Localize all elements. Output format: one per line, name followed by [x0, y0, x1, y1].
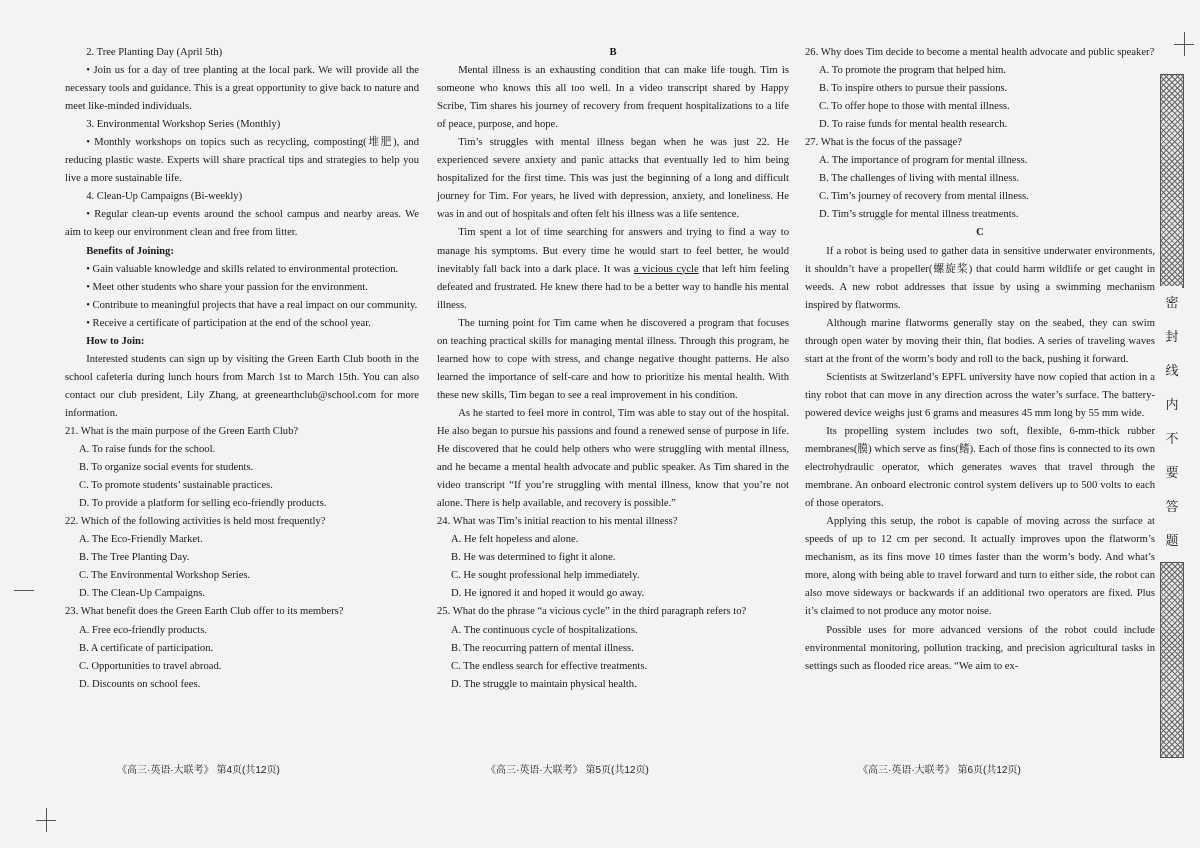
column-page-6: [805, 44, 1155, 676]
question-22: 22. Which of the following activities is held most frequently?: [65, 516, 326, 528]
option: B. To organize social events for students.: [79, 462, 254, 474]
margin-label-char: 密: [1165, 295, 1179, 310]
option: D. To raise funds for mental health research.: [819, 119, 1008, 131]
option: C. To offer hope to those with mental illness.: [819, 101, 1010, 113]
passage-c-paragraph: Possible uses for more advanced versions of the robot could include environmental monitoring, pollution tracking, and precision agricultural tasks in settings such as flooded rice areas. “We aim to ex-: [805, 624, 1155, 672]
option: C. Opportunities to travel abroad.: [79, 660, 222, 672]
margin-label-char: 封: [1165, 329, 1179, 344]
option: A. Free eco-friendly products.: [79, 624, 207, 636]
join-body: Interested students can sign up by visiting the Green Earth Club booth in the school cafeteria during lunch hours from March 1st to March 15th. You can also contact our club president, Lily Zhang, at greenearthclub@school.com for more information.: [65, 353, 419, 419]
option: D. He ignored it and hoped it would go away.: [451, 588, 645, 600]
benefit-item: • Gain valuable knowledge and skills related to environmental protection.: [86, 263, 399, 275]
workshop-body: • Monthly workshops on topics such as recycling, composting(堆肥), and reducing plastic waste. Experts will share practical tips and strategies to help you live a more sustainable life.: [65, 137, 419, 185]
binding-margin-pattern-bottom: [1160, 562, 1184, 758]
passage-c-paragraph: Scientists at Switzerland’s EPFL university have now copied that action in a tiny robot that can move in any direction across the water’s surface. The battery-powered device weighs just 6 grams and measures 45 mm long by 55 mm wide.: [805, 371, 1155, 419]
question-23: 23. What benefit does the Green Earth Club offer to its members?: [65, 606, 344, 618]
crop-mark: [36, 820, 56, 821]
question-25: 25. What do the phrase “a vicious cycle” in the third paragraph refers to?: [437, 606, 747, 618]
passage-b-paragraph: As he started to feel more in control, Tim was able to stay out of the hospital. He also began to pursue his passions and found a renewed sense of purpose in life. He discovered that he could help others who were struggling with mental illness, and he became a mental health advocate and public speaker. As Tim shared in the video transcript “If you’re struggling with mental illness, know that you’re not alone. There is help available, and recovery is possible.”: [437, 407, 789, 510]
margin-label-char: 答: [1165, 499, 1179, 514]
margin-label-char: 不: [1165, 431, 1179, 446]
option: A. The continuous cycle of hospitalizations.: [451, 624, 638, 636]
benefit-item: • Receive a certificate of participation at the end of the school year.: [86, 317, 371, 329]
passage-text: Tim spent a lot of time searching for answers and trying to find a way to manage his symptoms. But every time he would start to feel better, he would inevitably fall back into a dark place. It was: [437, 227, 789, 275]
passage-b-paragraph: The turning point for Tim came when he discovered a program that focuses on teaching practical skills for managing mental illness. Through this program, he learned how to cope with stress, and change negative thought patterns. He also learned the importance of self-care and how to prioritize his mental health. With these new skills, Tim began to see a real improvement in his condition.: [437, 317, 789, 401]
option: A. The importance of program for mental illness.: [819, 155, 1028, 167]
margin-label-char: 内: [1165, 397, 1179, 412]
benefit-item: • Contribute to meaningful projects that have a real impact on our community.: [86, 299, 418, 311]
tree-planting-body: • Join us for a day of tree planting at the local park. We will provide all the necessary tools and guidance. This is a great opportunity to give back to nature and meet like-minded individuals.: [65, 65, 419, 113]
question-27: 27. What is the focus of the passage?: [805, 137, 962, 149]
option: A. To promote the program that helped him.: [819, 65, 1007, 77]
margin-label-char: 线: [1165, 363, 1179, 378]
passage-c-paragraph: Its propelling system includes two soft, flexible, 6-mm-thick rubber membranes(膜) which serve as fins(鳍). Each of those fins is connected to its own electrohydraulic operator, which generates waves that travel through the membrane. An onboard electronic control system delivers up to 500 volts to each of those operators.: [805, 425, 1155, 510]
option: A. The Eco-Friendly Market.: [79, 534, 203, 546]
option: C. The Environmental Workshop Series.: [79, 570, 251, 582]
option: B. To inspire others to pursue their passions.: [819, 83, 1008, 95]
option: B. The challenges of living with mental illness.: [819, 173, 1020, 185]
option: B. The reocurring pattern of mental illness.: [451, 642, 634, 654]
page-footer-4: 《高三·英语·大联考》 第4页(共12页): [117, 765, 280, 776]
option: D. The struggle to maintain physical health.: [451, 678, 637, 690]
join-heading: How to Join:: [86, 335, 145, 347]
underlined-phrase: a vicious cycle: [633, 263, 699, 275]
section-b-heading: B: [609, 47, 617, 58]
option: D. Tim’s struggle for mental illness treatments.: [819, 209, 1019, 221]
section-c-heading: C: [976, 227, 984, 239]
option: B. The Tree Planting Day.: [79, 552, 190, 564]
passage-c-paragraph: If a robot is being used to gather data in sensitive underwater environments, it shouldn’t have a propeller(螺旋桨) that could harm wildlife or get caught in weeds. A new robot addresses that issue by using a swimming mechanism inspired by flatworms.: [805, 245, 1155, 311]
page-footer-6: 《高三·英语·大联考》 第6页(共12页): [858, 765, 1021, 776]
option: D. The Clean-Up Campaigns.: [79, 588, 206, 600]
benefit-item: • Meet other students who share your passion for the environment.: [86, 281, 368, 293]
question-26: 26. Why does Tim decide to become a mental health advocate and public speaker?: [805, 47, 1155, 58]
tree-planting-title: 2. Tree Planting Day (April 5th): [86, 47, 223, 58]
workshop-title: 3. Environmental Workshop Series (Monthly): [86, 119, 281, 131]
passage-b-paragraph: Mental illness is an exhausting condition that can make life tough. Tim is someone who knows this all too well. In a video transcript shared by Happy Scribe, Tim shares his journey of recovery from frequent hospitalizations to a life of peace, purpose, and hope.: [437, 65, 789, 131]
crop-mark: [14, 590, 34, 591]
passage-b-paragraph: [437, 224, 789, 314]
margin-label-char: 题: [1165, 533, 1179, 548]
question-21: 21. What is the main purpose of the Green Earth Club?: [65, 425, 299, 437]
cleanup-body: • Regular clean-up events around the school campus and nearby areas. We aim to keep our environment clean and free from litter.: [65, 209, 419, 239]
option: A. To raise funds for the school.: [79, 444, 216, 456]
column-page-5: [437, 44, 789, 694]
option: D. To provide a platform for selling eco-friendly products.: [79, 498, 327, 510]
binding-margin-notice: [1160, 286, 1182, 562]
page-footer-5: 《高三·英语·大联考》 第5页(共12页): [486, 765, 649, 776]
margin-label-char: 要: [1165, 465, 1179, 480]
option: A. He felt hopeless and alone.: [451, 534, 579, 546]
option: C. To promote students’ sustainable practices.: [79, 480, 273, 492]
option: C. He sought professional help immediately.: [451, 570, 640, 582]
binding-margin-pattern-top: [1160, 74, 1184, 288]
passage-c-paragraph: Although marine flatworms generally stay on the seabed, they can swim through open water by moving their thin, flat bodies. A series of traveling waves start at the front of the worm’s body and roll to the back, pushing it forward.: [805, 317, 1155, 365]
crop-mark: [1174, 44, 1194, 45]
cleanup-title: 4. Clean-Up Campaigns (Bi-weekly): [86, 191, 243, 203]
benefits-heading: Benefits of Joining:: [86, 245, 174, 257]
option: C. Tim’s journey of recovery from mental illness.: [819, 191, 1029, 203]
option: B. He was determined to fight it alone.: [451, 552, 616, 564]
option: B. A certificate of participation.: [79, 642, 214, 654]
question-24: 24. What was Tim’s initial reaction to his mental illness?: [437, 516, 678, 528]
passage-b-paragraph: Tim’s struggles with mental illness began when he was just 22. He experienced severe anxiety and panic attacks that eventually led to him being hospitalized for the first time. This was just the beginning of a long and difficult journey for Tim. For years, he lived with depression, anxiety, and loneliness. He was in and out of hospitals and often felt his illness was a life sentence.: [437, 137, 789, 221]
passage-text: that left him feeling defeated and frustrated. He knew there had to be a better way to handle his mental illness.: [437, 263, 789, 311]
option: D. Discounts on school fees.: [79, 678, 201, 690]
option: C. The endless search for effective treatments.: [451, 660, 648, 672]
passage-c-paragraph: Applying this setup, the robot is capable of moving across the surface at speeds of up to 12 cm per second. It actually improves upon the flatworm’s mechanism, as its fins move 10 times faster than the worm’s body. And what’s more, along with being able to travel forward and turn to either side, the robot can also move sideways or backwards if an additional two operators are fixed. Plus it’s claimed to not produce any motor noise.: [805, 516, 1155, 618]
column-page-4: [65, 44, 419, 694]
